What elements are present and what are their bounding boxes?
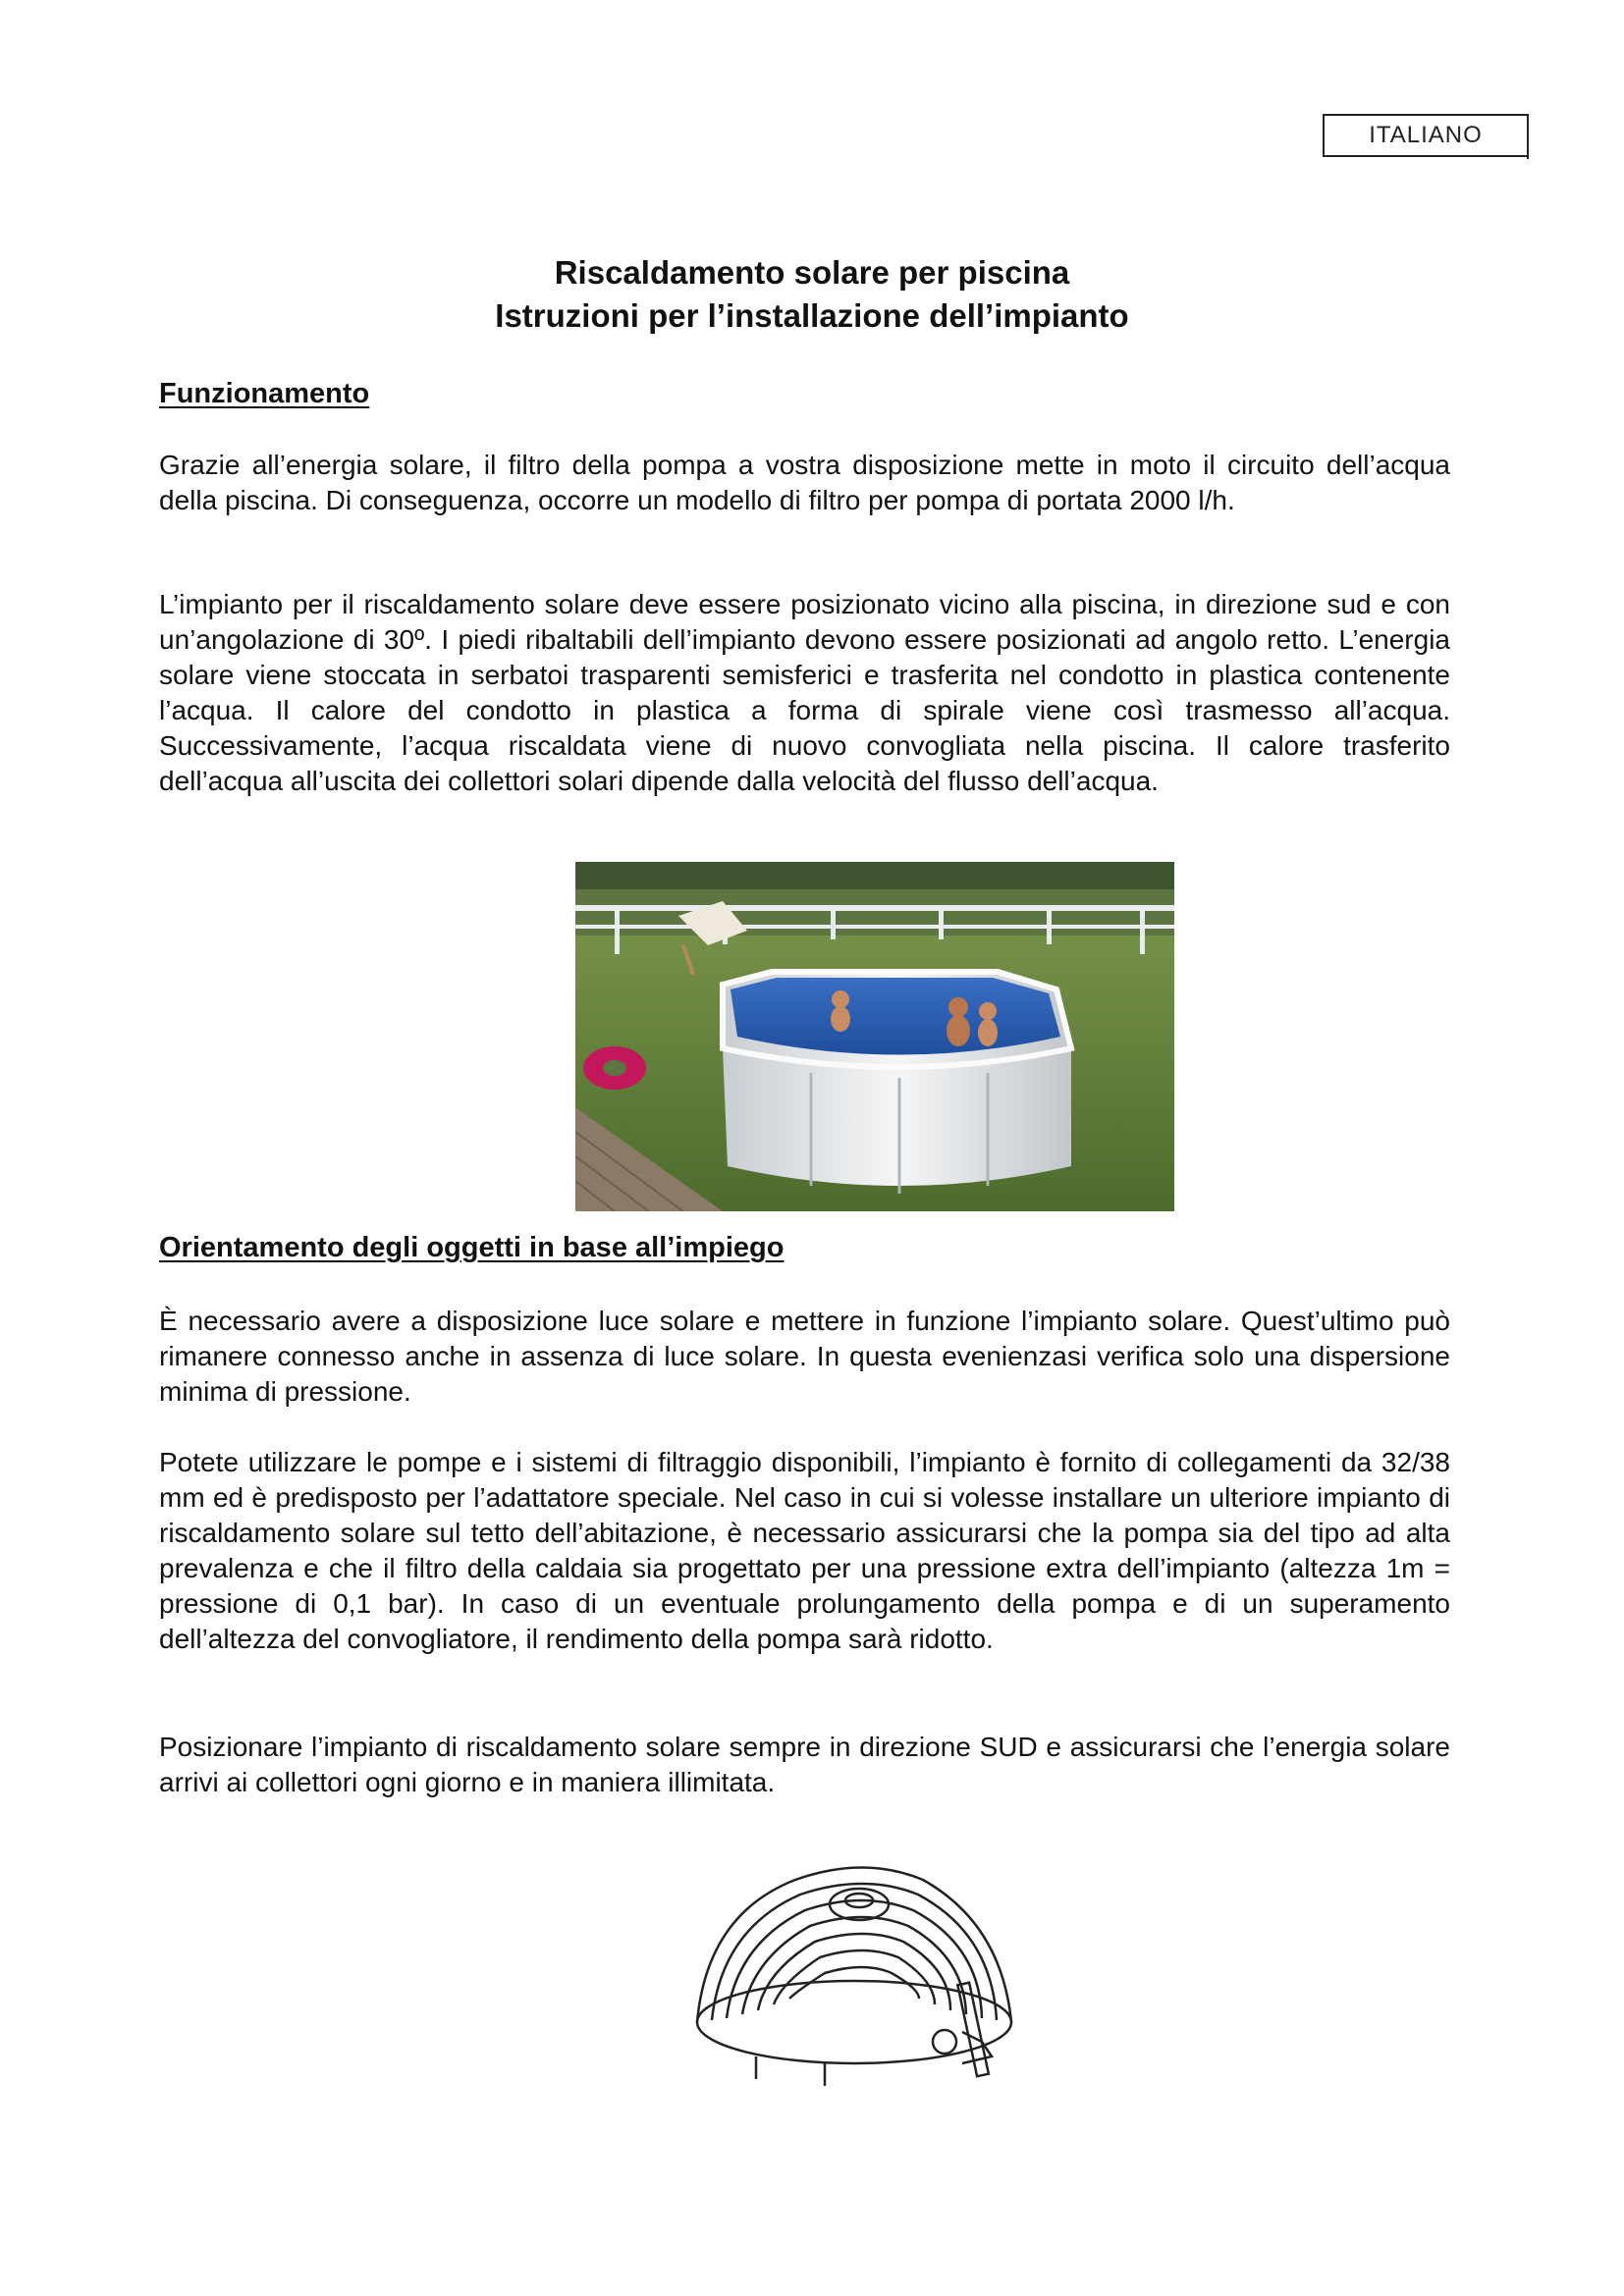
pool-photo — [575, 862, 1174, 1211]
language-label: ITALIANO — [1323, 114, 1529, 157]
paragraph-orientamento-3: Posizionare l’impianto di riscaldamento solare sempre in direzione SUD e assicurarsi che l’energia solare arrivi ai collettori ogni giorno e in maniera illimitata. — [159, 1732, 1450, 1797]
solar-heater-drawing — [668, 1845, 1041, 2091]
section-heading-orientamento: Orientamento degli oggetti in base all’impiego — [159, 1232, 785, 1263]
paragraph-orientamento-2: Potete utilizzare le pompe e i sistemi di filtraggio disponibili, l’impianto è fornito di collegamenti da 32/38 mm ed è predisposto per l’adattatore speciale. Nel caso in cui si volesse installare un ulteriore impianto di riscaldamento solare sul tetto dell’abitazione, è necessario assicurarsi che la pompa sia del tipo ad alta prevalenza e che il filtro della caldaia sia progettato per una pressione extra dell’impianto (altezza 1m = pressione di 0,1 bar). In caso di un eventuale prolungamento della pompa e di un superamento dell’altezza del convogliatore, il rendimento della pompa sarà ridotto. — [159, 1447, 1450, 1654]
paragraph-orientamento-1: È necessario avere a disposizione luce solare e mettere in funzione l’impianto solare. Quest’ultimo può rimanere connesso anche in assenza di luce solare. In questa evenienzasi verifica solo una dispersione minima di pressione. — [159, 1306, 1450, 1407]
document-title: Riscaldamento solare per piscina — [554, 254, 1070, 291]
document-subtitle: Istruzioni per l’installazione dell’impianto — [495, 297, 1129, 334]
paragraph-funzionamento-1: Grazie all’energia solare, il filtro della pompa a vostra disposizione mette in moto il circuito dell’acqua della piscina. Di conseguenza, occorre un modello di filtro per pompa di portata 2000 l/h. — [159, 450, 1450, 515]
label-box-corner — [1527, 126, 1529, 159]
paragraph-funzionamento-2: L’impianto per il riscaldamento solare deve essere posizionato vicino alla piscina, in direzione sud e con un’angolazione di 30º. I piedi ribaltabili dell’impianto devono essere posizionati ad angolo retto. L’energia solare viene stoccata in serbatoi trasparenti semisferici e trasferita nel condotto in plastica contenente l’acqua. Il calore del condotto in plastica a forma di spirale viene così trasmesso all’acqua. Successivamente, l’acqua riscaldata viene di nuovo convogliata nella piscina. Il calore trasferito dell’acqua all’uscita dei collettori solari dipende dalla velocità del flusso dell’acqua. — [159, 589, 1450, 796]
section-heading-funzionamento: Funzionamento — [159, 378, 370, 409]
